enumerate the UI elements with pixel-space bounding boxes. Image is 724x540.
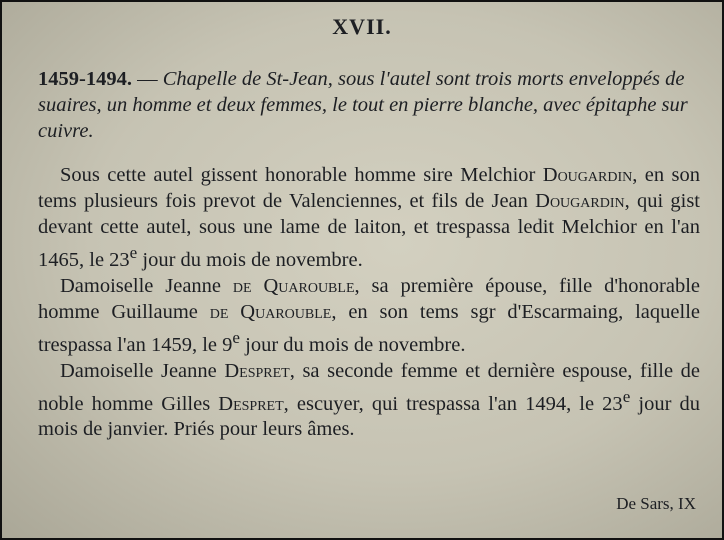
text-run: , sa première épouse, fille d'honorable homme Guillaume — [38, 274, 700, 323]
surname: Despret — [224, 359, 290, 382]
entry-header — [38, 66, 704, 144]
surname: de Quarouble — [209, 300, 332, 323]
text-run: , sa seconde femme et dernière espouse, fille de noble homme Gilles — [38, 359, 700, 415]
text-run: jour du mois de janvier. Priés pour leurs âmes. — [38, 392, 700, 441]
source-citation: De Sars, IX — [616, 494, 696, 513]
surname: Dougardin — [542, 164, 633, 186]
text-run: jour du mois de novembre. — [240, 333, 466, 356]
ordinal-suffix: e — [232, 327, 241, 347]
text-run: jour du mois de novembre. — [137, 248, 363, 271]
text-run: , qui gist devant cette autel, sous une lame de laiton, et trespassa ledit Melchior en l'an 1465, le 23 — [38, 190, 700, 271]
surname: Despret — [218, 392, 284, 415]
epitaph-text — [38, 162, 700, 442]
text-run: Damoiselle Jeanne — [60, 359, 225, 382]
paragraph-1 — [38, 162, 700, 273]
text-run: , en son tems plusieurs fois prevot de Valenciennes, et fils de Jean — [38, 164, 700, 212]
text-run: , en son tems sgr d'Escarmaing, laquelle trespassa l'an 1459, le 9 — [38, 300, 700, 356]
text-run: Damoiselle Jeanne — [60, 274, 233, 297]
paragraph-2 — [38, 273, 700, 358]
ordinal-suffix: e — [129, 243, 138, 262]
surname: de Quarouble — [232, 274, 355, 297]
book-page — [2, 2, 722, 538]
paragraph-3 — [38, 358, 700, 443]
section-number: XVII. — [332, 14, 392, 39]
surname: Dougardin — [535, 190, 625, 212]
text-run: Sous cette autel gissent honorable homme sire Melchior — [60, 164, 543, 186]
entry-dates: 1459-1494. — [38, 68, 132, 90]
entry-dash: — — [131, 68, 163, 90]
text-run: , escuyer, qui trespassa l'an 1494, le 23 — [283, 392, 623, 415]
ordinal-suffix: e — [622, 386, 631, 406]
entry-description: Chapelle de St-Jean, sous l'autel sont trois morts enveloppés de suaires, un homme et deux femmes, le tout en pierre blanche, avec épitaphe sur cuivre. — [38, 68, 688, 142]
